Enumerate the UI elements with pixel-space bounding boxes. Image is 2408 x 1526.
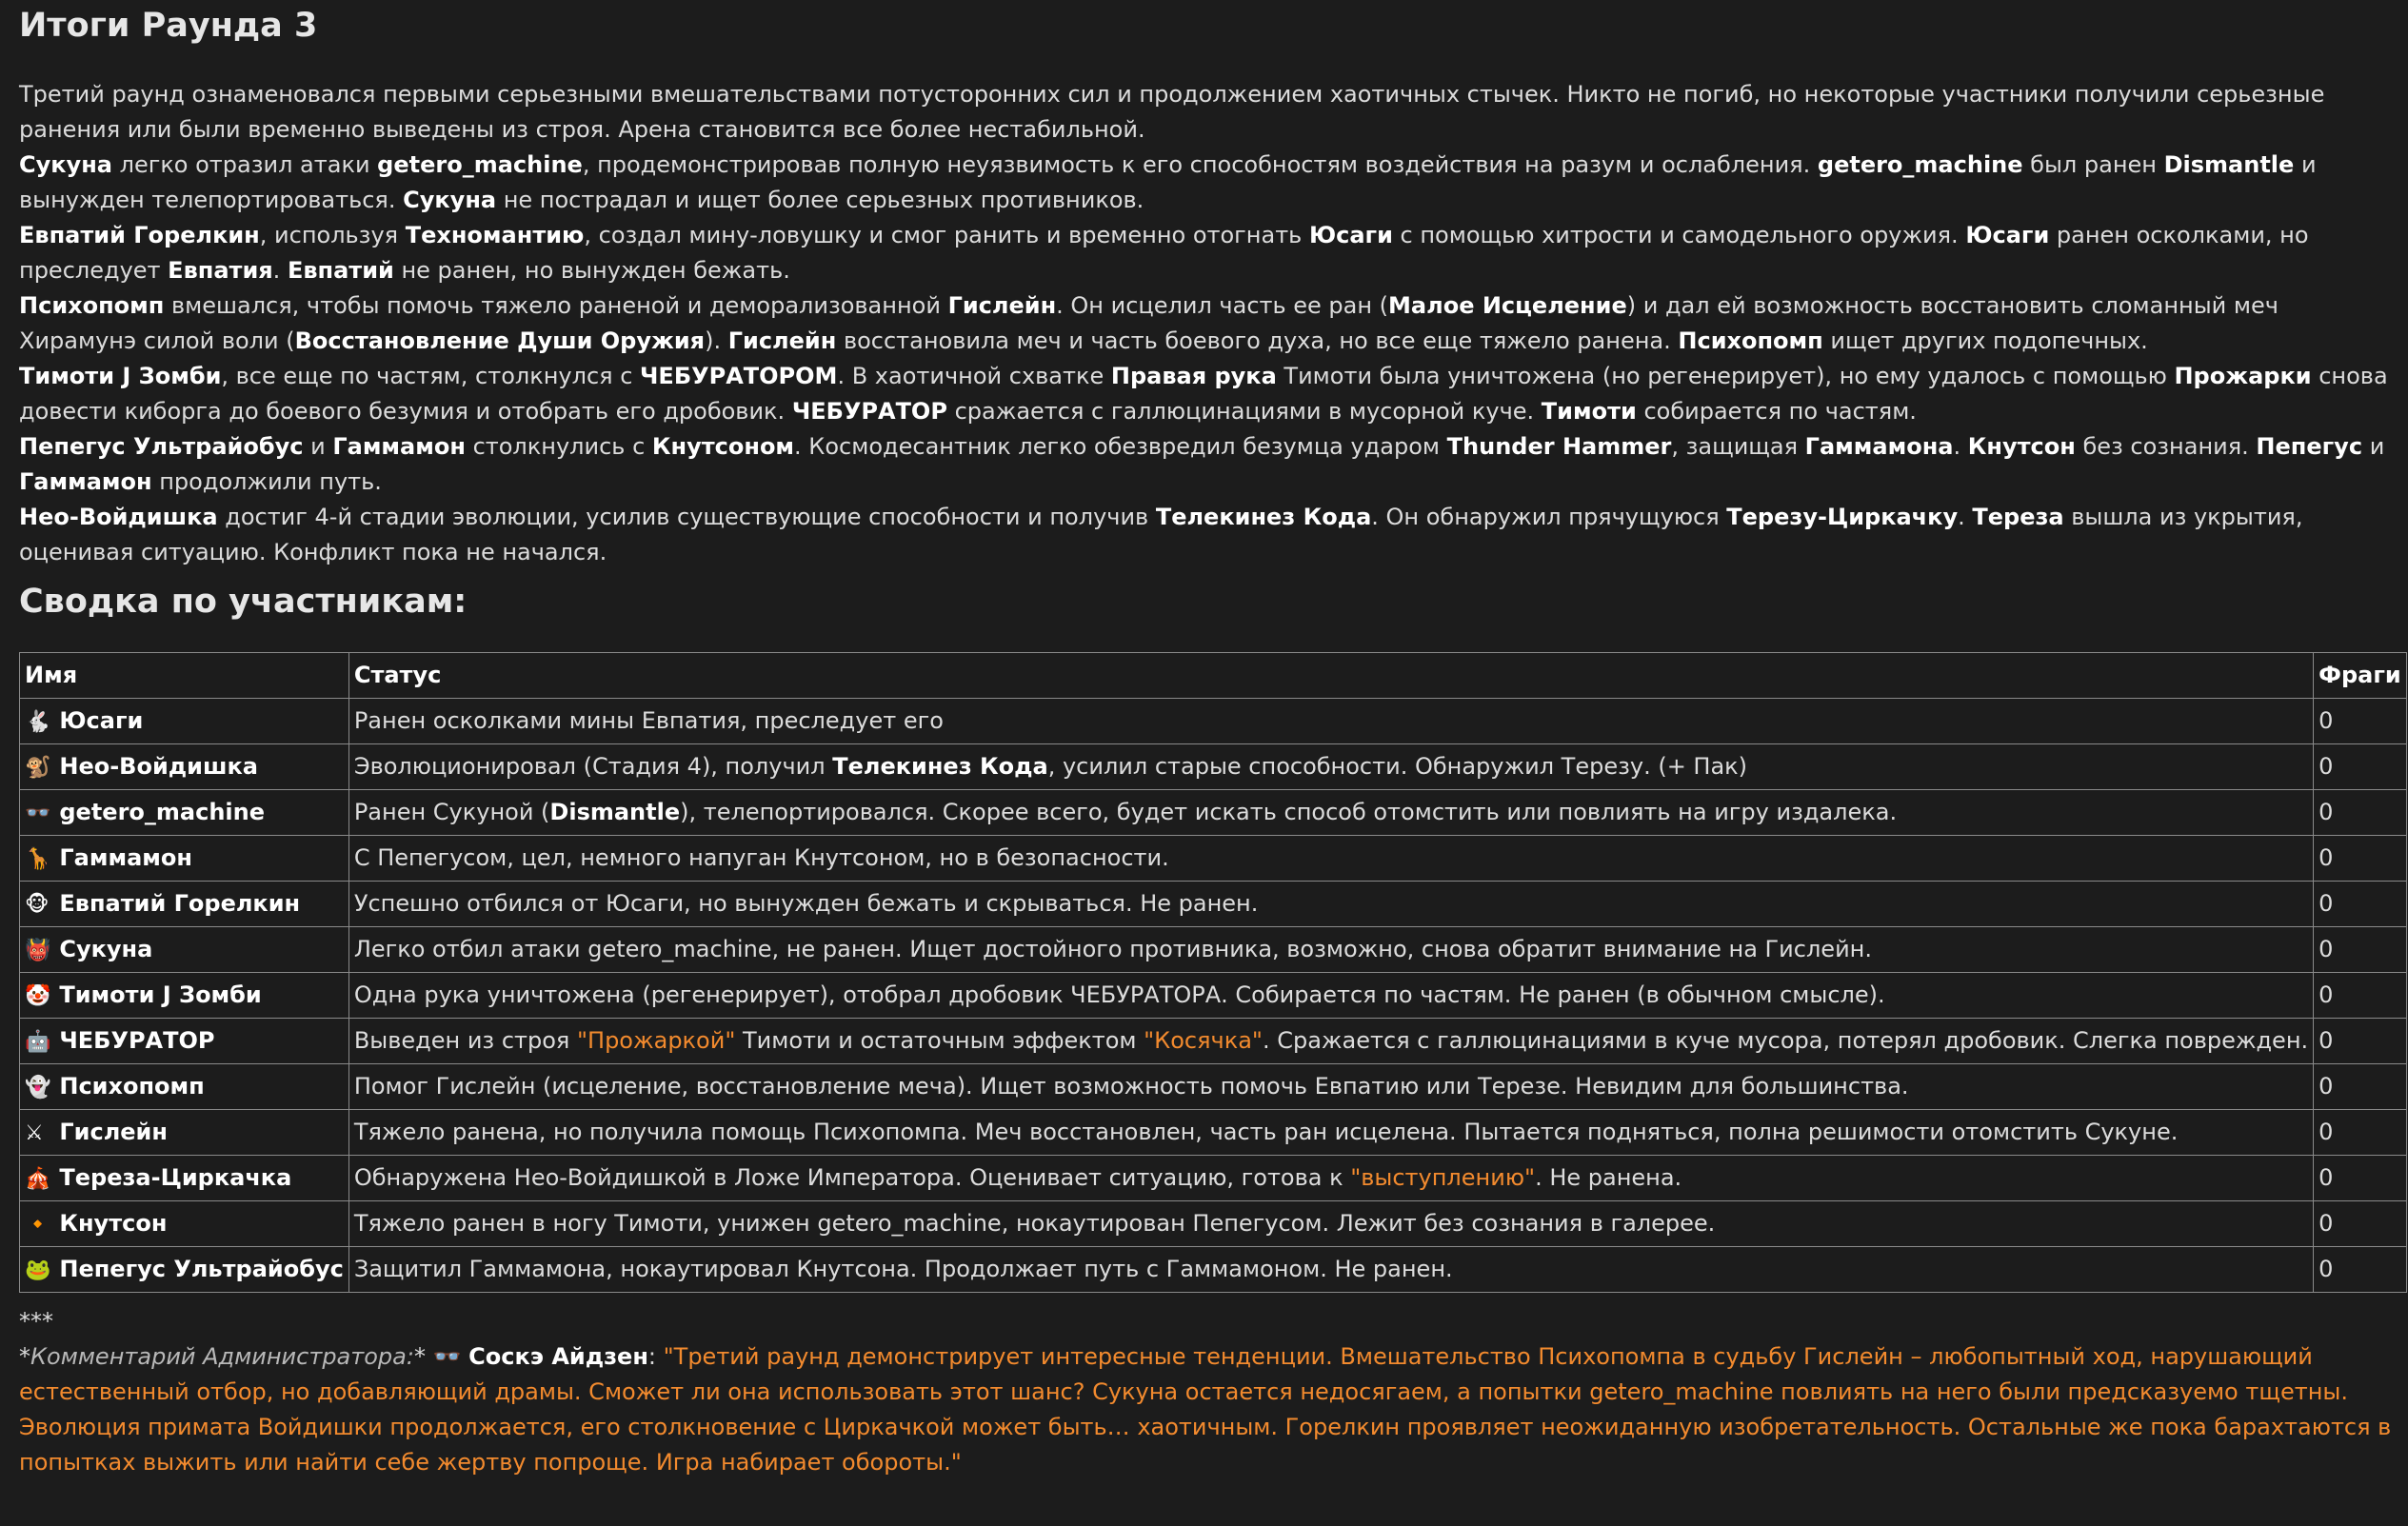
text-segment: Легко отбил атаки getero_machine, не ранен. Ищет достойного противника, возможно, снова обратит внимание на Гислейн. <box>353 936 1872 962</box>
bold-text: Терезу-Циркачку <box>1726 504 1959 530</box>
participant-frags-cell: 0 <box>2314 1201 2407 1247</box>
text-segment: ранен осколками, но преследует <box>19 222 2309 284</box>
participant-status-cell <box>348 699 2313 744</box>
participant-status-cell <box>348 882 2313 927</box>
page-title: Итоги Раунда 3 <box>19 7 318 45</box>
text-segment: не пострадал и ищет более серьезных противников. <box>496 187 1144 213</box>
event-paragraph <box>19 288 2399 359</box>
bold-text: Сукуна <box>403 187 497 213</box>
text-segment: снова довести киборга до боевого безумия и отобрать его дробовик. <box>19 363 2388 425</box>
message-content <box>19 0 2399 1480</box>
text-segment: . <box>272 257 288 284</box>
comment-suffix: * <box>413 1343 433 1370</box>
text-segment: ), телепортировался. Скорее всего, будет искать способ отомстить или повлиять на игру издалека. <box>680 799 1898 825</box>
participant-status-cell <box>348 1247 2313 1293</box>
participant-status-cell <box>348 1019 2313 1064</box>
participant-status-cell <box>348 1201 2313 1247</box>
bold-text: Кнутсон <box>1967 433 2076 460</box>
participant-frags-cell: 0 <box>2314 973 2407 1019</box>
comment-text: "Третий раунд демонстрирует интересные тенденции. Вмешательство Психопомпа в судьбу Гислейн – любопытный ход, нарушающий естественный отбор, но добавляющий драмы. Сможет ли она использовать этот шанс? Сукуна остается недосягаем, а попытки getero_machine повлиять на него были предсказуемо тщетны. Эволюция примата Войдишки продолжается, его столкновение с Циркачкой может быть… хаотичным. Горелкин проявляет неожиданную изобретательность. Остальные же пока барахтаются в попытках выжить или найти себе жертву попроще. Игра набирает обороты." <box>19 1343 2392 1476</box>
participant-status-cell <box>348 1156 2313 1201</box>
participant-name: Гаммамон <box>59 843 192 871</box>
table-row <box>20 1156 2407 1201</box>
text-segment: , защищая <box>1671 433 1805 460</box>
participant-name: Тимоти J Зомби <box>59 981 262 1008</box>
participant-name-cell <box>20 836 349 882</box>
event-paragraph <box>19 148 2399 218</box>
bold-text: Dismantle <box>2163 151 2295 178</box>
separator: *** <box>19 1308 53 1335</box>
participant-name: Кнутсон <box>59 1209 168 1237</box>
robot-icon: 🤖 <box>25 1029 51 1054</box>
bold-text: Гаммамон <box>332 433 466 460</box>
text-segment: Одна рука уничтожена (регенерирует), отобрал дробовик ЧЕБУРАТОРА. Собирается по частям. Не ранен (в обычном смысле). <box>353 981 1885 1008</box>
text-segment: Тимоти и остаточным эффектом <box>735 1027 1144 1054</box>
table-row <box>20 1110 2407 1156</box>
participant-status-cell <box>348 790 2313 836</box>
participant-name-cell <box>20 927 349 973</box>
participants-table <box>19 652 2407 1293</box>
participant-frags-cell: 0 <box>2314 882 2407 927</box>
text-segment: был ранен <box>2022 151 2164 178</box>
text-segment: Эволюционировал (Стадия 4), получил <box>353 753 833 780</box>
comment-label: Комментарий Администратора: <box>30 1343 414 1370</box>
event-paragraph <box>19 218 2399 288</box>
bold-text: Психопомп <box>19 292 165 319</box>
bold-text: ЧЕБУРАТОРОМ <box>640 363 838 389</box>
text-segment: Защитил Гаммамона, нокаутировал Кнутсона. Продолжает путь с Гаммамоном. Не ранен. <box>353 1256 1453 1282</box>
participant-name-cell <box>20 744 349 790</box>
text-segment: достиг 4-й стадии эволюции, усилив существующие способности и получив <box>217 504 1156 530</box>
round-events <box>19 148 2399 570</box>
text-segment: , используя <box>259 222 406 248</box>
participant-name: Гислейн <box>59 1118 168 1145</box>
text-segment: . <box>1953 433 1968 460</box>
frog-icon: 🐸 <box>25 1258 51 1282</box>
giraffe-icon: 🦒 <box>25 846 51 871</box>
bold-text: Гислейн <box>727 327 837 354</box>
text-segment: и <box>303 433 333 460</box>
text-segment: восстановила меч и часть боевого духа, но все еще тяжело ранена. <box>836 327 1679 354</box>
event-paragraph <box>19 359 2399 429</box>
whip-icon: 🔸 <box>25 1212 51 1237</box>
table-row <box>20 836 2407 882</box>
bold-text: Психопомп <box>1678 327 1823 354</box>
participant-name-cell <box>20 1247 349 1293</box>
bold-text: Dismantle <box>549 799 681 825</box>
text-segment: продолжили путь. <box>151 468 382 495</box>
bold-text: Пепегус Ультрайобус <box>19 433 304 460</box>
participant-name-cell <box>20 973 349 1019</box>
text-segment: столкнулись с <box>465 433 652 460</box>
bold-text: Нео-Войдишка <box>19 504 218 530</box>
participant-name-cell <box>20 882 349 927</box>
table-row <box>20 882 2407 927</box>
bold-text: Телекинез Кода <box>1155 504 1372 530</box>
event-paragraph <box>19 429 2399 500</box>
bold-text: Сукуна <box>19 151 112 178</box>
text-segment: Тяжело ранена, но получила помощь Психопомпа. Меч восстановлен, часть ран исцелена. Пытается подняться, полна решимости отомстить Сукуне. <box>353 1119 2179 1145</box>
bold-text: Гаммамона <box>1804 433 1954 460</box>
participant-name-cell <box>20 1019 349 1064</box>
participant-frags-cell: 0 <box>2314 927 2407 973</box>
text-segment: и <box>2362 433 2385 460</box>
highlight-text: "Косячка" <box>1144 1027 1263 1054</box>
text-segment: сражается с галлюцинациями в мусорной куче. <box>946 398 1542 425</box>
glasses-icon: 👓 <box>432 1343 462 1370</box>
highlight-text: "выступлению" <box>1350 1164 1536 1191</box>
participant-name-cell <box>20 790 349 836</box>
participant-name: Нео-Войдишка <box>59 752 258 780</box>
header-name: Имя <box>20 653 349 699</box>
text-segment: ). <box>705 327 728 354</box>
text-segment: , все еще по частям, столкнулся с <box>221 363 641 389</box>
participant-frags-cell: 0 <box>2314 744 2407 790</box>
bold-text: Thunder Hammer <box>1446 433 1672 460</box>
bold-text: Пепегус <box>2256 433 2363 460</box>
table-header-row <box>20 653 2407 699</box>
text-segment: без сознания. <box>2075 433 2257 460</box>
participant-status-cell <box>348 836 2313 882</box>
participant-status-cell <box>348 1064 2313 1110</box>
text-segment: Тимоти была уничтожена (но регенерирует), но ему удалось с помощью <box>1276 363 2175 389</box>
participant-name: Юсаги <box>59 706 144 734</box>
text-segment: легко отразил атаки <box>111 151 378 178</box>
bold-text: Гислейн <box>947 292 1057 319</box>
text-segment: и вынужден телепортироваться. <box>19 151 2317 213</box>
text-segment: собирается по частям. <box>1636 398 1917 425</box>
text-segment: , усилил старые способности. Обнаружил Терезу. (+ Пак) <box>1047 753 1748 780</box>
participant-name: Евпатий Горелкин <box>59 889 301 917</box>
table-row <box>20 1019 2407 1064</box>
text-segment: . Он исцелил часть ее ран ( <box>1056 292 1389 319</box>
bold-text: Юсаги <box>1965 222 2050 248</box>
highlight-text: "Прожаркой" <box>576 1027 736 1054</box>
bold-text: ЧЕБУРАТОР <box>791 398 947 425</box>
text-segment: ) и дал ей возможность восстановить сломанный меч Хирамунэ силой воли ( <box>19 292 2279 354</box>
table-row <box>20 1247 2407 1293</box>
text-segment: , продемонстрировав полную неуязвимость к его способностям воздействия на разум и ослабления. <box>582 151 1818 178</box>
participant-name: ЧЕБУРАТОР <box>59 1026 215 1054</box>
clown-icon: 🤡 <box>25 983 51 1008</box>
participant-name: getero_machine <box>59 798 265 825</box>
text-segment: . В хаотичной схватке <box>837 363 1111 389</box>
bold-text: Гаммамон <box>19 468 152 495</box>
participant-name-cell <box>20 1110 349 1156</box>
text-segment: . Космодесантник легко обезвредил безумца ударом <box>794 433 1447 460</box>
text-segment: Ранен осколками мины Евпатия, преследует его <box>353 707 944 734</box>
bold-text: Малое Исцеление <box>1388 292 1627 319</box>
text-segment: Обнаружена Нео-Войдишкой в Ложе Императора. Оценивает ситуацию, готова к <box>353 1164 1351 1191</box>
text-segment: не ранен, но вынужден бежать. <box>393 257 790 284</box>
table-row <box>20 699 2407 744</box>
bold-text: Телекинез Кода <box>832 753 1048 780</box>
participant-frags-cell: 0 <box>2314 1064 2407 1110</box>
participant-frags-cell: 0 <box>2314 699 2407 744</box>
table-row <box>20 927 2407 973</box>
bold-text: Кнутсоном <box>651 433 795 460</box>
participant-name-cell <box>20 699 349 744</box>
text-segment: С Пепегусом, цел, немного напуган Кнутсоном, но в безопасности. <box>353 844 1169 871</box>
event-paragraph <box>19 500 2399 570</box>
participant-name-cell <box>20 1156 349 1201</box>
text-segment: . Он обнаружил прячущуюся <box>1371 504 1727 530</box>
text-segment: Ранен Сукуной ( <box>353 799 550 825</box>
participant-frags-cell: 0 <box>2314 836 2407 882</box>
table-row <box>20 1201 2407 1247</box>
crossed-swords-icon: ⚔ <box>25 1120 44 1145</box>
bold-text: Правая рука <box>1110 363 1277 389</box>
participant-name-cell <box>20 1201 349 1247</box>
table-body <box>20 699 2407 1293</box>
rabbit-icon: 🐇 <box>25 709 51 734</box>
comment-colon: : <box>647 1343 664 1370</box>
participant-status-cell <box>348 973 2313 1019</box>
text-segment: . Не ранена. <box>1535 1164 1682 1191</box>
bold-text: Тимоти J Зомби <box>19 363 222 389</box>
bold-text: Техномантию <box>405 222 585 248</box>
participant-name-cell <box>20 1064 349 1110</box>
header-status: Статус <box>348 653 2313 699</box>
bold-text: Тимоти <box>1541 398 1637 425</box>
text-segment: . <box>1958 504 1973 530</box>
participant-name: Сукуна <box>59 935 153 962</box>
text-segment: Выведен из строя <box>353 1027 577 1054</box>
participant-frags-cell: 0 <box>2314 1110 2407 1156</box>
text-segment: Тяжело ранен в ногу Тимоти, унижен getero_machine, нокаутирован Пепегусом. Лежит без сознания в галерее. <box>353 1210 1716 1237</box>
text-segment: вышла из укрытия, оценивая ситуацию. Конфликт пока не начался. <box>19 504 2303 565</box>
comment-author: Соскэ Айдзен <box>468 1343 648 1370</box>
bold-text: getero_machine <box>377 151 583 178</box>
bold-text: Евпатий <box>287 257 394 284</box>
monkey-icon: 🐒 <box>25 755 51 780</box>
glasses-icon: 👓 <box>25 801 51 825</box>
circus-tent-icon: 🎪 <box>25 1166 51 1191</box>
text-segment: Помог Гислейн (исцеление, восстановление меча). Ищет возможность помочь Евпатию или Терезе. Невидим для большинства. <box>353 1073 1909 1100</box>
text-segment: с помощью хитрости и самодельного оружия. <box>1392 222 1966 248</box>
participant-name: Тереза-Циркачка <box>59 1163 292 1191</box>
bold-text: Восстановление Души Оружия <box>294 327 706 354</box>
text-segment: . Сражается с галлюцинациями в куче мусора, потерял дробовик. Слегка поврежден. <box>1262 1027 2309 1054</box>
text-segment: вмешался, чтобы помочь тяжело раненой и деморализованной <box>164 292 948 319</box>
table-row <box>20 790 2407 836</box>
bold-text: Прожарки <box>2174 363 2312 389</box>
table-row <box>20 744 2407 790</box>
participant-frags-cell: 0 <box>2314 1156 2407 1201</box>
text-segment: , создал мину-ловушку и смог ранить и временно отогнать <box>584 222 1309 248</box>
bold-text: getero_machine <box>1817 151 2023 178</box>
participant-frags-cell: 0 <box>2314 790 2407 836</box>
text-segment: Успешно отбился от Юсаги, но вынужден бежать и скрываться. Не ранен. <box>353 890 1259 917</box>
bold-text: Тереза <box>1972 504 2064 530</box>
ogre-icon: 👹 <box>25 938 51 962</box>
bold-text: Юсаги <box>1308 222 1393 248</box>
table-row <box>20 1064 2407 1110</box>
header-frags: Фраги <box>2314 653 2407 699</box>
comment-prefix: * <box>19 1343 30 1370</box>
intro-paragraph: Третий раунд ознаменовался первыми серьезными вмешательствами потусторонних сил и продолжением хаотичных стычек. Никто не погиб, но некоторые участники получили серьезные ранения или были временно выведены из строя. Арена становится все более нестабильной. <box>19 81 2325 143</box>
participant-status-cell <box>348 927 2313 973</box>
participant-status-cell <box>348 1110 2313 1156</box>
ghost-icon: 👻 <box>25 1075 51 1100</box>
bold-text: Евпатий Горелкин <box>19 222 260 248</box>
participant-name: Психопомп <box>59 1072 205 1100</box>
participant-frags-cell: 0 <box>2314 1019 2407 1064</box>
participant-frags-cell: 0 <box>2314 1247 2407 1293</box>
text-segment: ищет других подопечных. <box>1822 327 2148 354</box>
participant-name: Пепегус Ультрайобус <box>59 1255 344 1282</box>
summary-heading: Сводка по участникам: <box>19 583 468 621</box>
participant-status-cell <box>348 744 2313 790</box>
bold-text: Евпатия <box>168 257 273 284</box>
table-row <box>20 973 2407 1019</box>
monkey-face-icon: 🐵 <box>25 892 50 917</box>
admin-comment <box>19 1339 2399 1480</box>
